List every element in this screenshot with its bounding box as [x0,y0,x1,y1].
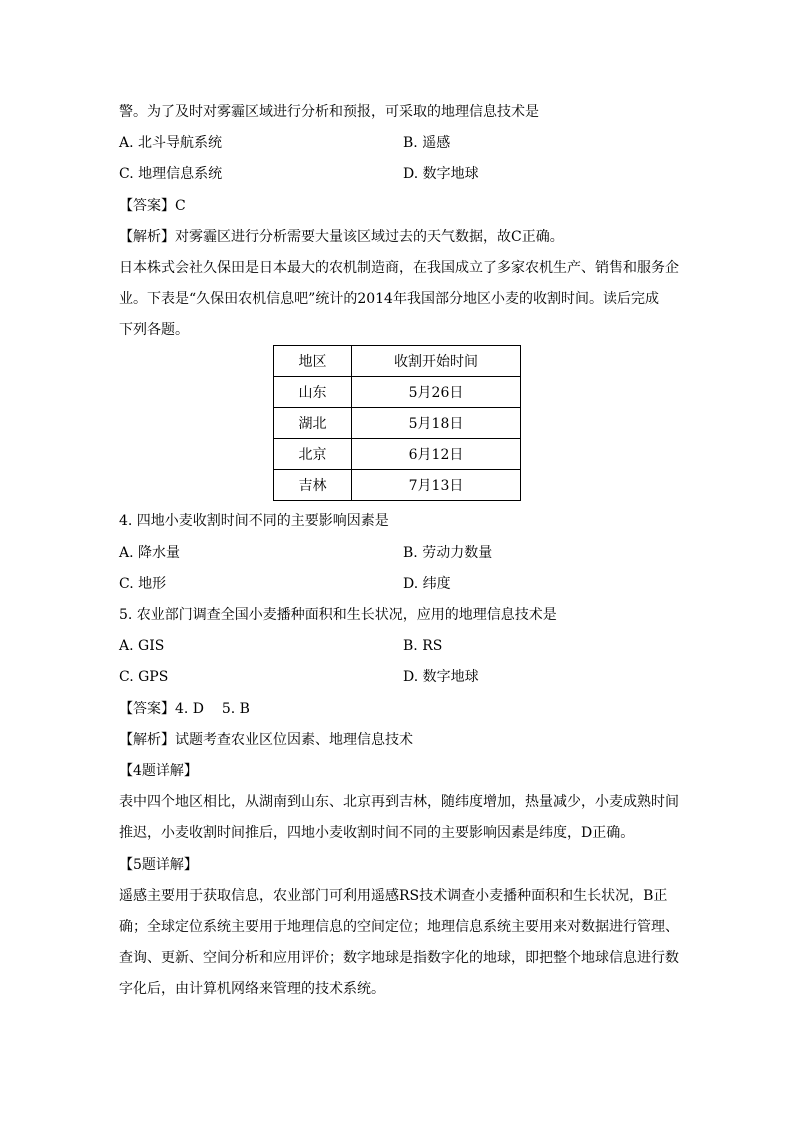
q3-option-b: B. 遥感 [403,135,451,151]
table-row [274,470,521,501]
table-row [274,408,521,439]
q3-analysis: 【解析】对雾霾区进行分析需要大量该区域过去的天气数据，故C正确。 [119,229,564,245]
q3-option-a: A. 北斗导航系统 [119,135,223,151]
q4-option-b: B. 劳动力数量 [403,545,493,561]
detail5-line-4: 字化后，由计算机网络来管理的技术系统。 [119,981,385,997]
intro-line-2: 业。下表是“久保田农机信息吧”统计的2014年我国部分地区小麦的收割时间。读后完成 [119,291,659,307]
q3-answer: 【答案】C [119,198,186,214]
table-cell-region: 北京 [274,439,352,470]
q5-option-a: A. GIS [119,638,165,654]
detail5-line-3: 查询、更新、空间分析和应用评价；数字地球是指数字化的地球，即把整个地球信息进行数 [119,950,679,966]
table-row [274,439,521,470]
detail4-title: 【4题详解】 [119,763,198,779]
table-cell-region: 湖北 [274,408,352,439]
q3-stem: 警。为了及时对雾霾区域进行分析和预报，可采取的地理信息技术是 [119,104,539,120]
analysis-line: 【解析】试题考查农业区位因素、地理信息技术 [119,732,413,748]
q3-option-d: D. 数字地球 [403,166,479,182]
q4-option-d: D. 纬度 [403,576,451,592]
answer-line: 【答案】4. D 5. B [119,701,250,717]
harvest-table [273,345,521,501]
intro-line-1: 日本株式会社久保田是日本最大的农机制造商，在我国成立了多家农机生产、销售和服务企 [119,260,679,276]
table-cell-region: 吉林 [274,470,352,501]
q5-option-b: B. RS [403,638,443,654]
table-header-cell: 地区 [274,346,352,377]
detail5-line-2: 确；全球定位系统主要用于地理信息的空间定位；地理信息系统主要用来对数据进行管理、 [119,919,679,935]
table-cell-date: 6月12日 [352,439,521,470]
detail5-line-1: 遥感主要用于获取信息，农业部门可利用遥感RS技术调查小麦播种面积和生长状况，B正 [119,888,668,904]
q5-option-c: C. GPS [119,669,169,685]
q5-stem: 5. 农业部门调查全国小麦播种面积和生长状况，应用的地理信息技术是 [119,607,557,623]
detail4-line-1: 表中四个地区相比，从湖南到山东、北京再到吉林，随纬度增加，热量减少，小麦成熟时间 [119,794,679,810]
q4-stem: 4. 四地小麦收割时间不同的主要影响因素是 [119,513,389,529]
table-header-cell: 收割开始时间 [352,346,521,377]
q4-option-c: C. 地形 [119,576,167,592]
table-header-row [274,346,521,377]
table-cell-date: 7月13日 [352,470,521,501]
table-row [274,377,521,408]
table-cell-date: 5月26日 [352,377,521,408]
table-cell-date: 5月18日 [352,408,521,439]
detail4-line-2: 推迟，小麦收割时间推后，四地小麦收割时间不同的主要影响因素是纬度，D正确。 [119,825,635,841]
table-cell-region: 山东 [274,377,352,408]
detail5-title: 【5题详解】 [119,857,198,873]
q5-option-d: D. 数字地球 [403,669,479,685]
q3-option-c: C. 地理信息系统 [119,166,223,182]
intro-line-3: 下列各题。 [119,322,189,338]
q4-option-a: A. 降水量 [119,545,181,561]
